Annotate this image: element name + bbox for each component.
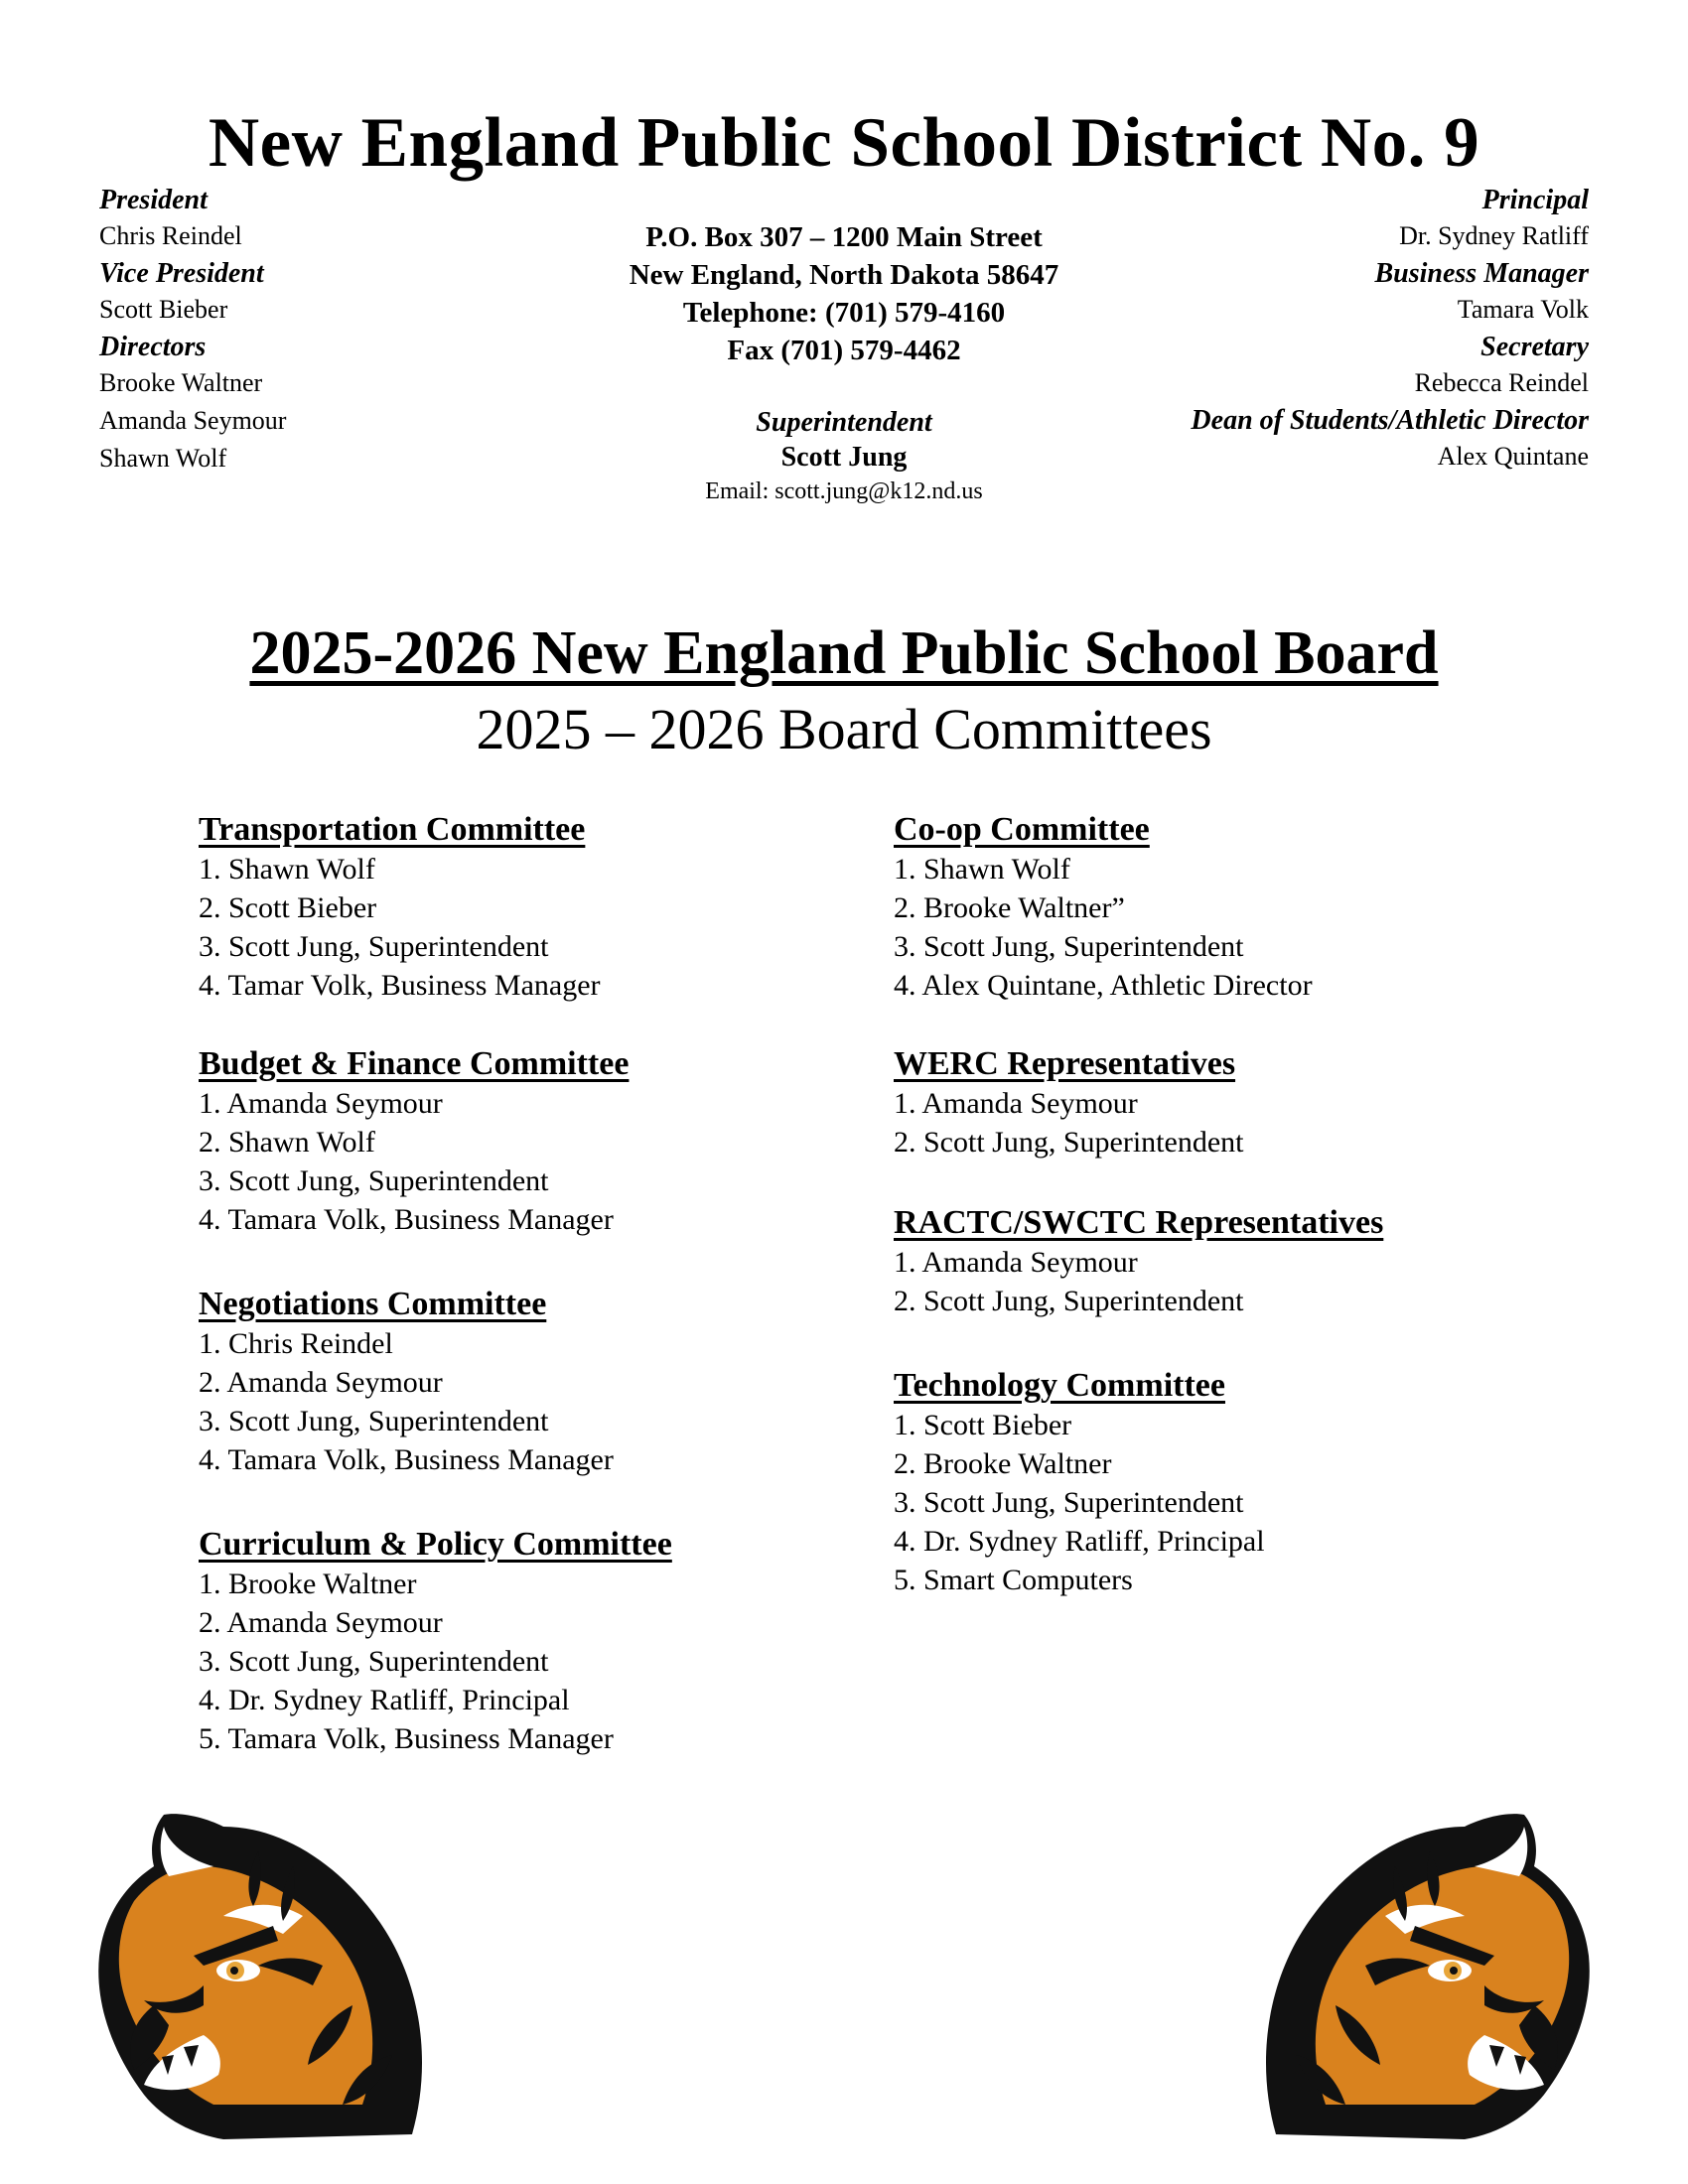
board-title: 2025-2026 New England Public School Board	[249, 619, 1439, 687]
committee-member: 1. Scott Bieber	[894, 1409, 1072, 1441]
committee-curriculum-policy	[199, 1525, 834, 1758]
address-line-2: New England, North Dakota 58647	[629, 259, 1059, 291]
committee-heading: Co-op Committee	[894, 811, 1150, 848]
committee-member: 1. Chris Reindel	[199, 1327, 393, 1360]
fax: Fax (701) 579-4462	[727, 335, 961, 366]
committee-member: 3. Scott Jung, Superintendent	[199, 930, 549, 963]
committee-member: 3. Scott Jung, Superintendent	[199, 1405, 549, 1437]
committee-heading: RACTC/SWCTC Representatives	[894, 1204, 1384, 1241]
committee-member: 2. Brooke Waltner”	[894, 891, 1125, 924]
officer-name-vice-president: Scott Bieber	[99, 295, 228, 324]
superintendent-title: Superintendent	[756, 407, 932, 438]
committee-member: 2. Amanda Seymour	[199, 1366, 443, 1399]
superintendent-email[interactable]: Email: scott.jung@k12.nd.us	[705, 478, 983, 504]
committee-heading: Curriculum & Policy Committee	[199, 1526, 672, 1563]
committee-member: 2. Scott Bieber	[199, 891, 377, 924]
committee-member: 2. Amanda Seymour	[199, 1606, 443, 1639]
committee-transportation	[199, 810, 834, 1005]
committee-member: 1. Amanda Seymour	[894, 1246, 1138, 1279]
committee-member: 5. Tamara Volk, Business Manager	[199, 1722, 614, 1755]
committee-member: 1. Brooke Waltner	[199, 1568, 417, 1600]
director-name: Shawn Wolf	[99, 444, 227, 473]
officer-name-business-manager: Tamara Volk	[1457, 295, 1589, 324]
committee-member: 3. Scott Jung, Superintendent	[894, 930, 1244, 963]
committee-member: 4. Dr. Sydney Ratliff, Principal	[199, 1684, 570, 1716]
committee-member: 1. Shawn Wolf	[894, 853, 1070, 886]
address-line-1: P.O. Box 307 – 1200 Main Street	[645, 221, 1043, 253]
board-subtitle: 2025 – 2026 Board Committees	[476, 697, 1212, 761]
contact-block	[0, 218, 1688, 508]
director-name: Brooke Waltner	[99, 368, 263, 397]
committee-member: 3. Scott Jung, Superintendent	[199, 1164, 549, 1197]
committee-member: 3. Scott Jung, Superintendent	[894, 1486, 1244, 1519]
committee-member: 2. Scott Jung, Superintendent	[894, 1126, 1244, 1159]
tiger-mascot-right-icon	[1236, 1807, 1594, 2144]
telephone: Telephone: (701) 579-4160	[682, 297, 1006, 329]
tiger-mascot-left-icon	[94, 1807, 452, 2144]
committee-member: 5. Smart Computers	[894, 1564, 1133, 1596]
committee-heading: Technology Committee	[894, 1367, 1225, 1404]
committee-negotiations	[199, 1285, 834, 1479]
committee-member: 2. Shawn Wolf	[199, 1126, 375, 1159]
director-name: Amanda Seymour	[99, 406, 287, 435]
committee-technology	[894, 1366, 1529, 1599]
officer-title-principal: Principal	[1481, 185, 1589, 215]
committee-member: 3. Scott Jung, Superintendent	[199, 1645, 549, 1678]
officer-title-vice-president: Vice President	[99, 258, 264, 289]
committee-member: 1. Shawn Wolf	[199, 853, 375, 886]
officer-title-business-manager: Business Manager	[1374, 258, 1589, 289]
officer-name-secretary: Rebecca Reindel	[1414, 368, 1589, 397]
officer-name-principal: Dr. Sydney Ratliff	[1399, 221, 1589, 250]
officer-name-president: Chris Reindel	[99, 221, 242, 250]
committee-member: 4. Tamar Volk, Business Manager	[199, 969, 601, 1002]
officer-title-directors: Directors	[99, 332, 207, 362]
committee-heading: Transportation Committee	[199, 811, 586, 848]
district-title: New England Public School District No. 9	[208, 104, 1480, 182]
officer-title-dean: Dean of Students/Athletic Director	[1191, 405, 1589, 436]
committee-member: 4. Tamara Volk, Business Manager	[199, 1443, 614, 1476]
committee-member: 1. Amanda Seymour	[894, 1087, 1138, 1120]
committee-ractc-swctc	[894, 1203, 1529, 1320]
committee-co-op	[894, 810, 1529, 1005]
committee-budget-finance	[199, 1044, 834, 1239]
committee-member: 4. Dr. Sydney Ratliff, Principal	[894, 1525, 1265, 1558]
committee-heading: Budget & Finance Committee	[199, 1045, 630, 1082]
committee-member: 1. Amanda Seymour	[199, 1087, 443, 1120]
committee-heading: Negotiations Committee	[199, 1286, 547, 1322]
committee-member: 2. Brooke Waltner	[894, 1447, 1112, 1480]
committee-member: 2. Scott Jung, Superintendent	[894, 1285, 1244, 1317]
superintendent-name: Scott Jung	[780, 442, 908, 473]
committee-werc	[894, 1044, 1529, 1161]
committee-heading: WERC Representatives	[894, 1045, 1236, 1082]
officer-title-secretary: Secretary	[1480, 332, 1589, 362]
officer-name-dean: Alex Quintane	[1437, 442, 1589, 471]
committee-member: 4. Tamara Volk, Business Manager	[199, 1203, 614, 1236]
committee-member: 4. Alex Quintane, Athletic Director	[894, 969, 1313, 1002]
officer-title-president: President	[99, 185, 208, 215]
board-title-wrap	[0, 615, 1688, 691]
